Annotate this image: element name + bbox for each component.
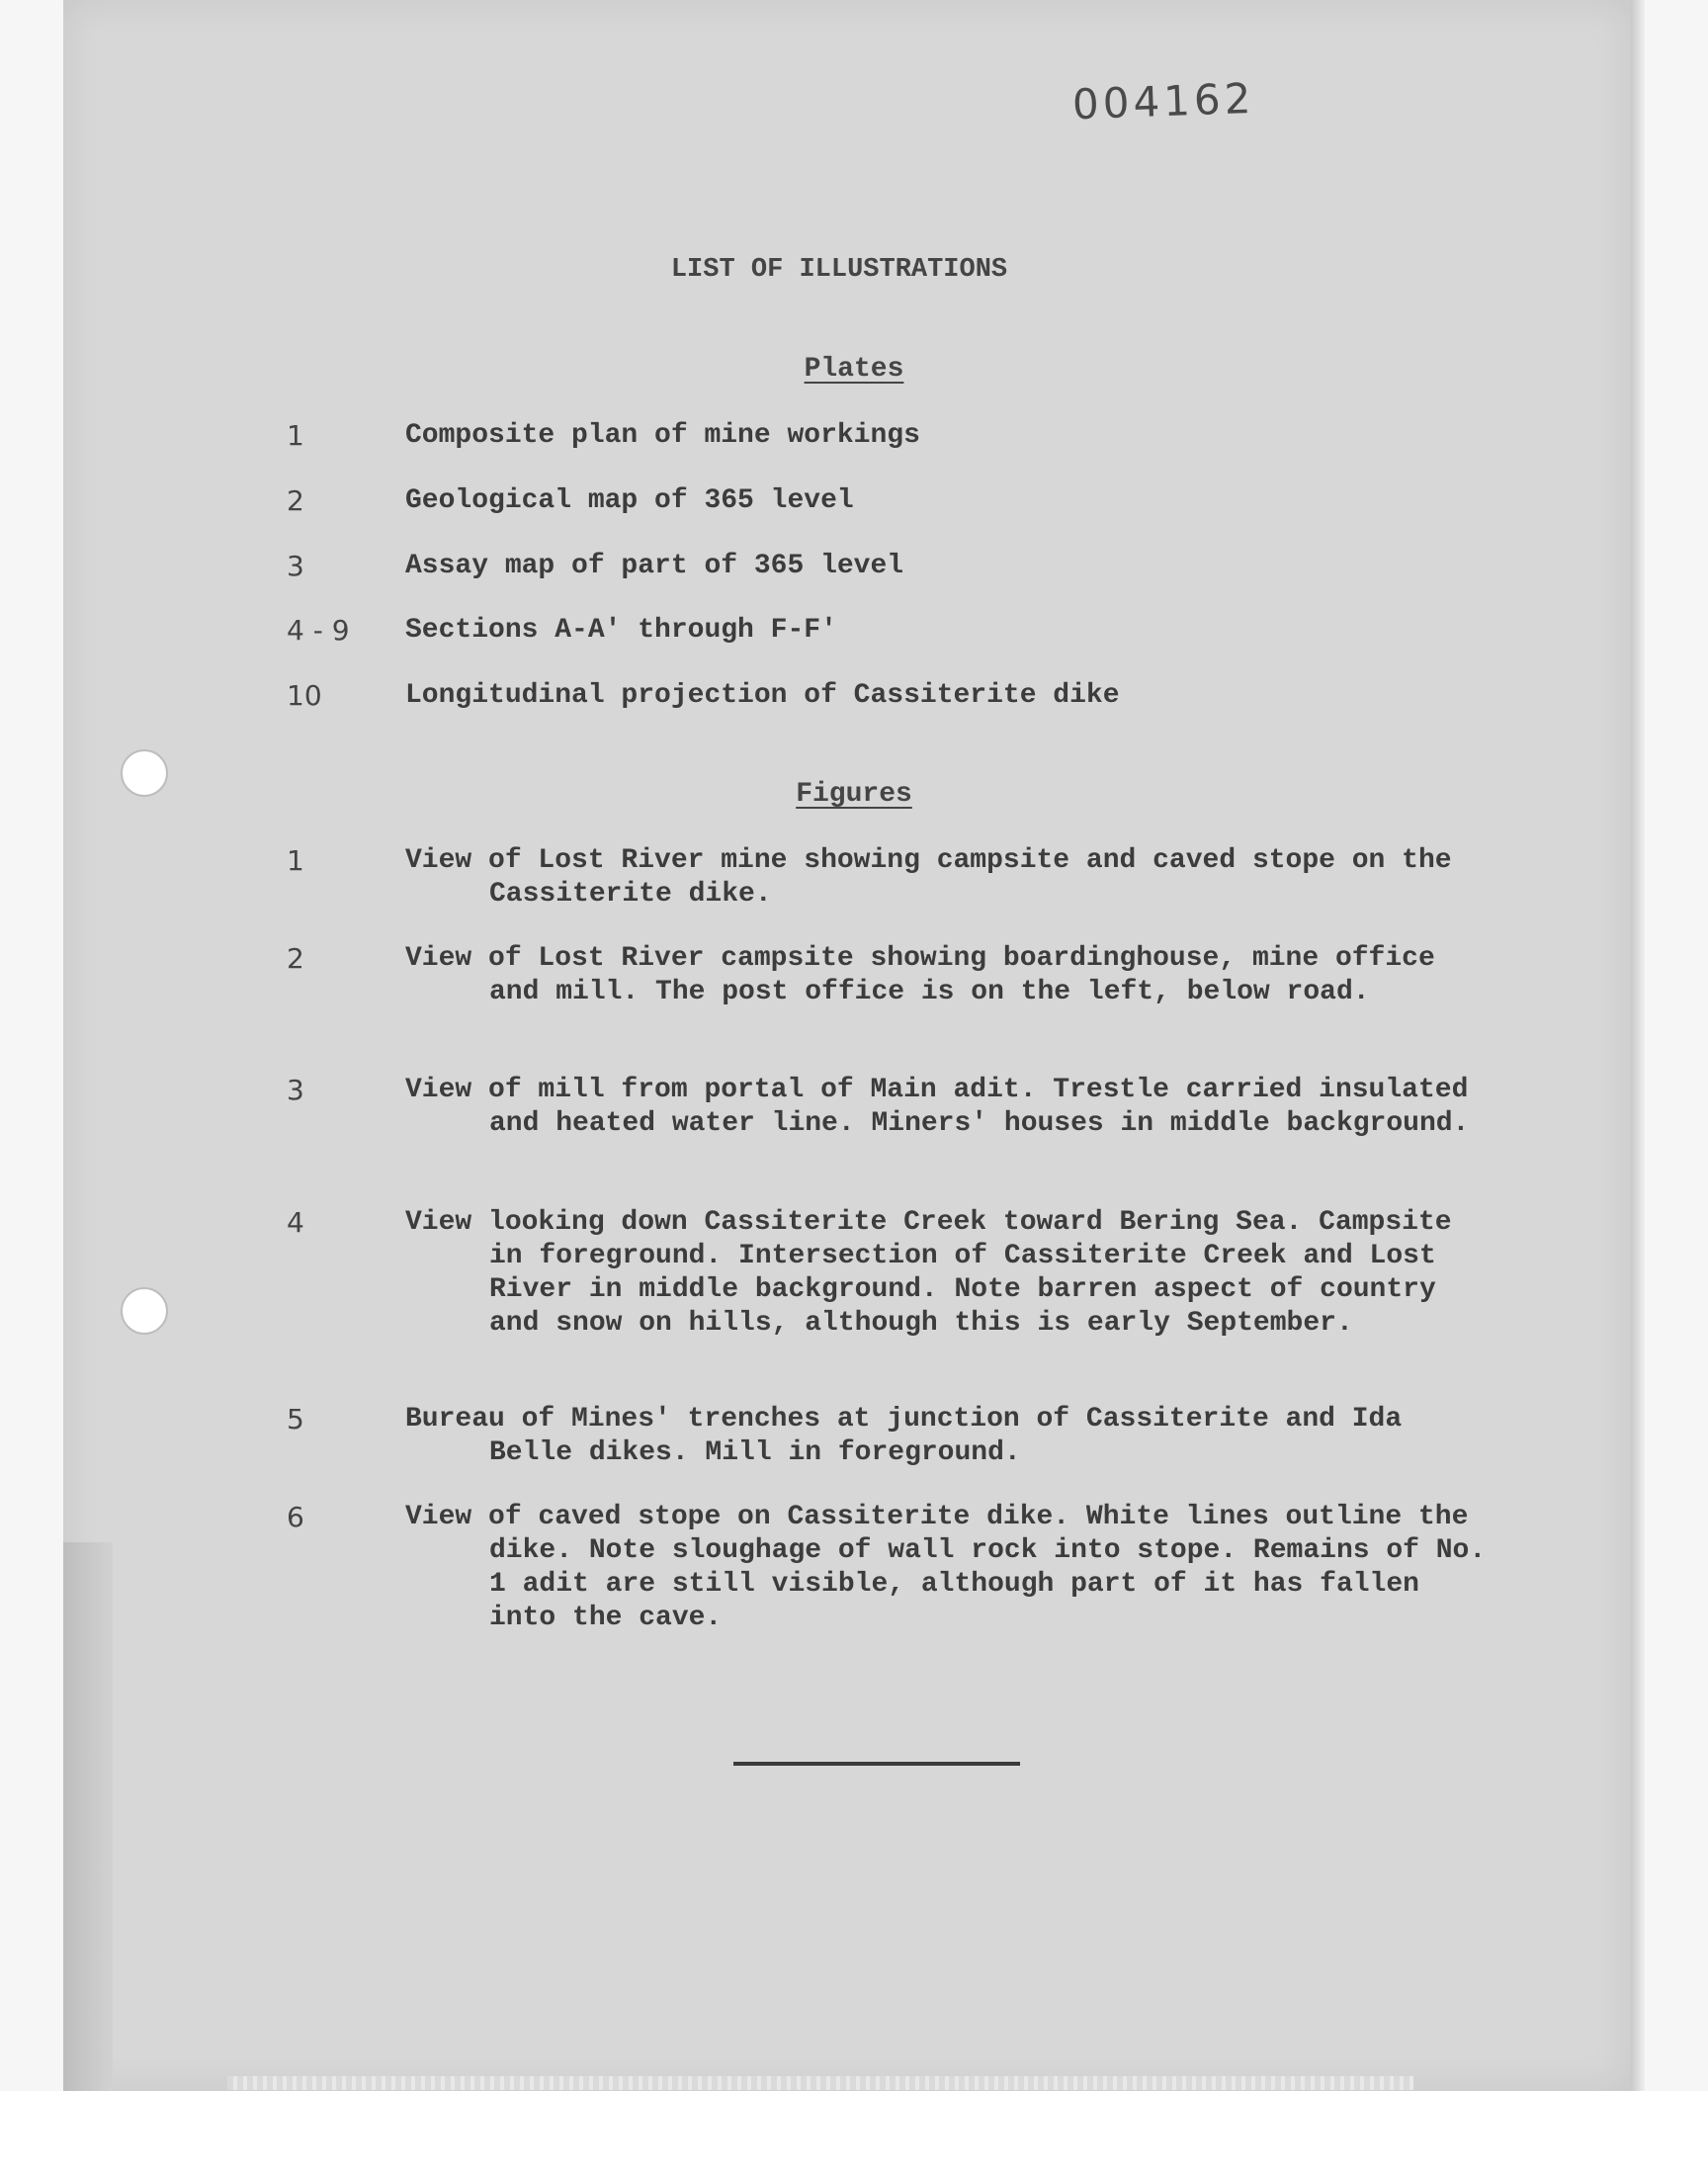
paper-right-edge	[1631, 0, 1645, 2091]
paper-sheet	[63, 0, 1631, 2091]
figure-number: 3	[287, 1074, 304, 1106]
figure-caption: Bureau of Mines' trenches at junction of Cassiterite and Ida Belle dikes. Mill in foreground.	[405, 1404, 1403, 1468]
figure-caption: View looking down Cassiterite Creek toward Bering Sea. Campsite in foreground. Intersection of Cassiterite Creek and Lost River in middle background. Note barren aspect of country and snow on hills, although this is early September.	[405, 1207, 1452, 1339]
plate-number: 4 - 9	[287, 614, 350, 647]
plate-description: Longitudinal projection of Cassiterite dike	[405, 680, 1120, 711]
figures-heading	[0, 779, 1708, 810]
figures-heading-text: Figures	[796, 779, 912, 810]
plate-number: 2	[287, 484, 304, 517]
plate-number: 3	[287, 550, 304, 582]
plate-description: Sections A-A' through F-F'	[405, 615, 837, 646]
figure-number: 5	[287, 1403, 304, 1436]
figure-number: 4	[287, 1206, 304, 1239]
figure-number: 1	[287, 844, 304, 877]
figure-caption: View of Lost River campsite showing boardinghouse, mine office and mill. The post office is on the left, below road.	[405, 943, 1435, 1007]
plate-description: Assay map of part of 365 level	[405, 551, 904, 581]
plate-description: Composite plan of mine workings	[405, 420, 920, 451]
figure-number: 2	[287, 942, 304, 975]
figure-caption: View of caved stope on Cassiterite dike. White lines outline the dike. Note sloughage of wall rock into stope. Remains of No. 1 adit are still visible, although part of it has fallen into the cave.	[405, 1502, 1487, 1633]
scan-artifact-strip	[227, 2076, 1413, 2090]
figure-caption: View of mill from portal of Main adit. Trestle carried insulated and heated water line. Miners' houses in middle background.	[405, 1075, 1470, 1139]
end-rule	[733, 1762, 1020, 1766]
plate-description: Geological map of 365 level	[405, 485, 854, 516]
paper-fold	[63, 1542, 113, 2091]
figure-number: 6	[287, 1501, 304, 1533]
figure-caption: View of Lost River mine showing campsite and caved stope on the Cassiterite dike.	[405, 845, 1452, 910]
plate-number: 10	[287, 679, 322, 712]
plates-heading	[0, 354, 1708, 385]
plate-number: 1	[287, 419, 304, 452]
page-title	[0, 255, 1708, 285]
document-number: 004162	[1071, 73, 1256, 130]
page-title-text: LIST OF ILLUSTRATIONS	[670, 255, 1008, 285]
plates-heading-text: Plates	[804, 354, 904, 385]
punch-hole-bottom	[121, 1287, 168, 1335]
